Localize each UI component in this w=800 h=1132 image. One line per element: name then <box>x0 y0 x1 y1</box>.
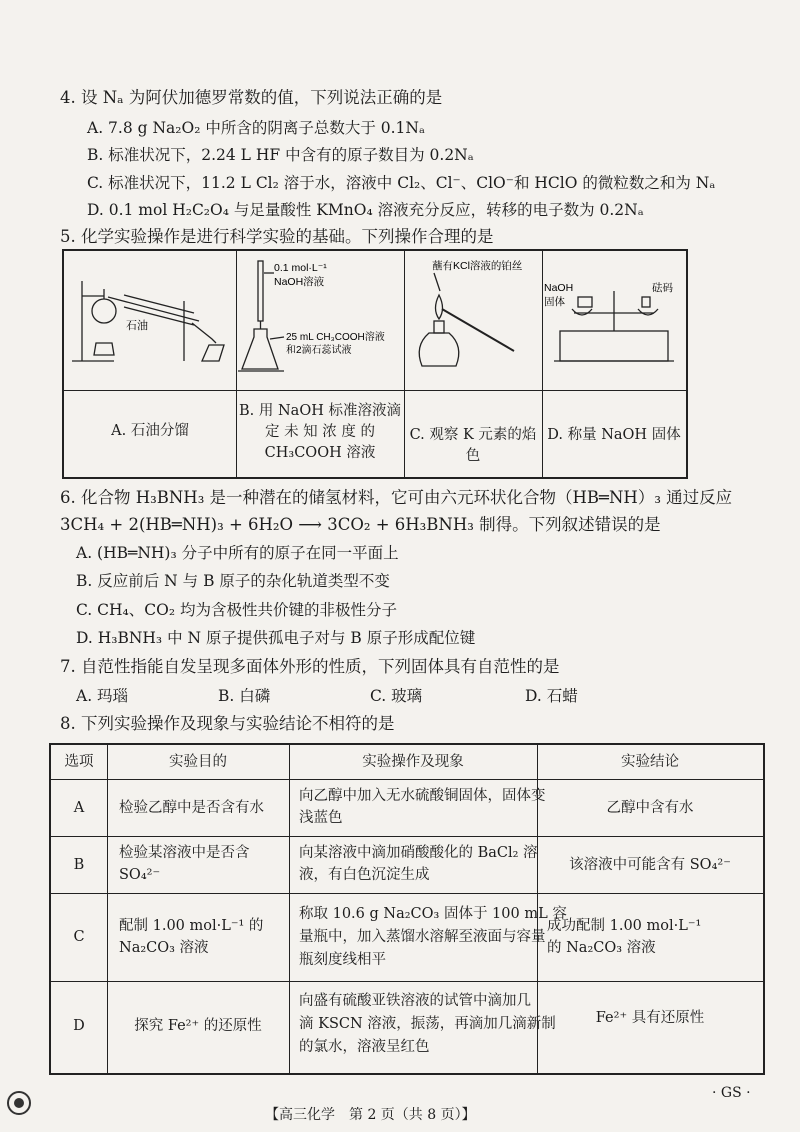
q5-caption-b2: 定 未 知 浓 度 的 <box>264 424 376 440</box>
fig-b-label1: 0.1 mol·L⁻¹ <box>274 262 327 274</box>
row-a-purpose: 检验乙醇中是否含有水 <box>119 800 264 816</box>
row-c-conclusion-1: 成功配制 1.00 mol·L⁻¹ <box>547 918 702 934</box>
row-d-option: D <box>73 1018 85 1034</box>
flame-test-figure <box>404 251 542 390</box>
row-b-option: B <box>73 857 85 873</box>
header-option: 选项 <box>64 754 94 770</box>
footer-page-number: 【高三化学 第 2 页（共 8 页）】 <box>265 1107 476 1123</box>
row-c-operation-3: 瓶刻度线相平 <box>299 952 386 968</box>
row-b-purpose-1: 检验某溶液中是否含 <box>119 845 250 861</box>
row-c-purpose-1: 配制 1.00 mol·L⁻¹ 的 <box>119 918 264 934</box>
q7-option-a: A. 玛瑙 <box>76 687 129 705</box>
row-d-operation-2: 滴 KSCN 溶液，振荡，再滴加几滴新制 <box>299 1016 556 1032</box>
q7-option-c: C. 玻璃 <box>370 687 423 705</box>
row-d-operation-1: 向盛有硫酸亚铁溶液的试管中滴加几 <box>299 993 531 1009</box>
q6-stem-line1: 6. 化合物 H₃BNH₃ 是一种潜在的储氢材料，它可由六元环状化合物（HB═NH）₃ 通过反应 <box>60 488 733 507</box>
q8-table <box>49 743 765 1075</box>
row-a-operation-2: 浅蓝色 <box>299 810 343 826</box>
col-divider <box>289 745 290 1073</box>
row-c-operation-2: 量瓶中，加入蒸馏水溶解至液面与容量 <box>299 929 546 945</box>
fig-d-label1: NaOH <box>544 282 574 294</box>
q6-stem-line2: 3CH₄ + 2(HB═NH)₃ + 6H₂O ⟶ 3CO₂ + 6H₃BNH₃ 制得。下列叙述错误的是 <box>60 515 661 534</box>
q4-option-b: B. 标准状况下，2.24 L HF 中含有的原子数目为 0.2Nₐ <box>87 146 474 164</box>
q6-option-c: C. CH₄、CO₂ 均为含极性共价键的非极性分子 <box>76 601 397 619</box>
row-c-purpose-2: Na₂CO₃ 溶液 <box>119 940 209 956</box>
q7-stem: 7. 自范性指能自发呈现多面体外形的性质，下列固体具有自范性的是 <box>60 657 560 676</box>
fig-c-label: 蘸有KCl溶液的铂丝 <box>432 260 523 272</box>
row-b-conclusion: 该溶液中可能含有 SO₄²⁻ <box>569 857 731 873</box>
row-b-purpose-2: SO₄²⁻ <box>119 867 161 883</box>
row-a-option: A <box>73 800 85 816</box>
fig-b-label2: NaOH溶液 <box>274 276 325 288</box>
q5-caption-b1: B. 用 NaOH 标准溶液滴 <box>239 403 401 419</box>
q4-option-c: C. 标准状况下，11.2 L Cl₂ 溶于水，溶液中 Cl₂、Cl⁻、ClO⁻和 HClO 的微粒数之和为 Nₐ <box>87 174 716 192</box>
q4-option-a: A. 7.8 g Na₂O₂ 中所含的阴离子总数大于 0.1Nₐ <box>87 119 425 137</box>
q6-option-a: A. (HB═NH)₃ 分子中所有的原子在同一平面上 <box>76 544 399 562</box>
q8-stem: 8. 下列实验操作及现象与实验结论不相符的是 <box>60 714 395 733</box>
fig-d-label3: 砝码 <box>652 282 673 294</box>
row-b-operation-2: 液，有白色沉淀生成 <box>299 867 430 883</box>
fig-a-label: 石油 <box>126 320 148 332</box>
q5-caption-a: A. 石油分馏 <box>111 423 189 439</box>
row-c-option: C <box>73 929 85 945</box>
header-operation: 实验操作及现象 <box>362 754 464 770</box>
titration-figure <box>236 251 404 390</box>
fig-b-label4: 和2滴石蕊试液 <box>286 345 352 356</box>
fig-d-label2: 固体 <box>544 296 565 308</box>
row-b-operation-1: 向某溶液中滴加硝酸酸化的 BaCl₂ 溶 <box>299 845 538 861</box>
balance-figure <box>542 251 686 390</box>
row-a-operation-1: 向乙醇中加入无水硫酸铜固体，固体变 <box>299 788 546 804</box>
q4-option-d: D. 0.1 mol H₂C₂O₄ 与足量酸性 KMnO₄ 溶液充分反应，转移的电子数为 0.2Nₐ <box>87 201 644 219</box>
row-d-conclusion: Fe²⁺ 具有还原性 <box>595 1010 705 1026</box>
q7-option-d: D. 石蜡 <box>525 687 578 705</box>
footer-code: · GS · <box>712 1085 751 1101</box>
q5-caption-b3: CH₃COOH 溶液 <box>264 445 376 461</box>
q5-caption-c: C. 观察 K 元素的焰色 <box>409 427 537 464</box>
scanner-logo-icon <box>6 1090 32 1116</box>
header-purpose: 实验目的 <box>169 754 227 770</box>
distillation-apparatus-figure <box>64 251 236 390</box>
q4-stem: 4. 设 Nₐ 为阿伏加德罗常数的值，下列说法正确的是 <box>60 88 443 107</box>
q5-caption-d: D. 称量 NaOH 固体 <box>547 427 681 443</box>
row-d-operation-3: 的氯水，溶液呈红色 <box>299 1039 430 1055</box>
row-c-conclusion-2: 的 Na₂CO₃ 溶液 <box>547 940 656 956</box>
row-c-operation-1: 称取 10.6 g Na₂CO₃ 固体于 100 mL 容 <box>299 906 567 922</box>
q6-option-d: D. H₃BNH₃ 中 N 原子提供孤电子对与 B 原子形成配位键 <box>76 629 476 647</box>
header-conclusion: 实验结论 <box>621 754 679 770</box>
q7-option-b: B. 白磷 <box>218 687 271 705</box>
row-a-conclusion: 乙醇中含有水 <box>606 800 694 816</box>
q5-stem: 5. 化学实验操作是进行科学实验的基础。下列操作合理的是 <box>60 227 494 246</box>
fig-b-label3: 25 mL CH₃COOH溶液 <box>286 332 385 343</box>
q6-option-b: B. 反应前后 N 与 B 原子的杂化轨道类型不变 <box>76 572 390 590</box>
q5-experiment-table <box>62 249 688 479</box>
row-d-purpose: 探究 Fe²⁺ 的还原性 <box>134 1018 262 1034</box>
